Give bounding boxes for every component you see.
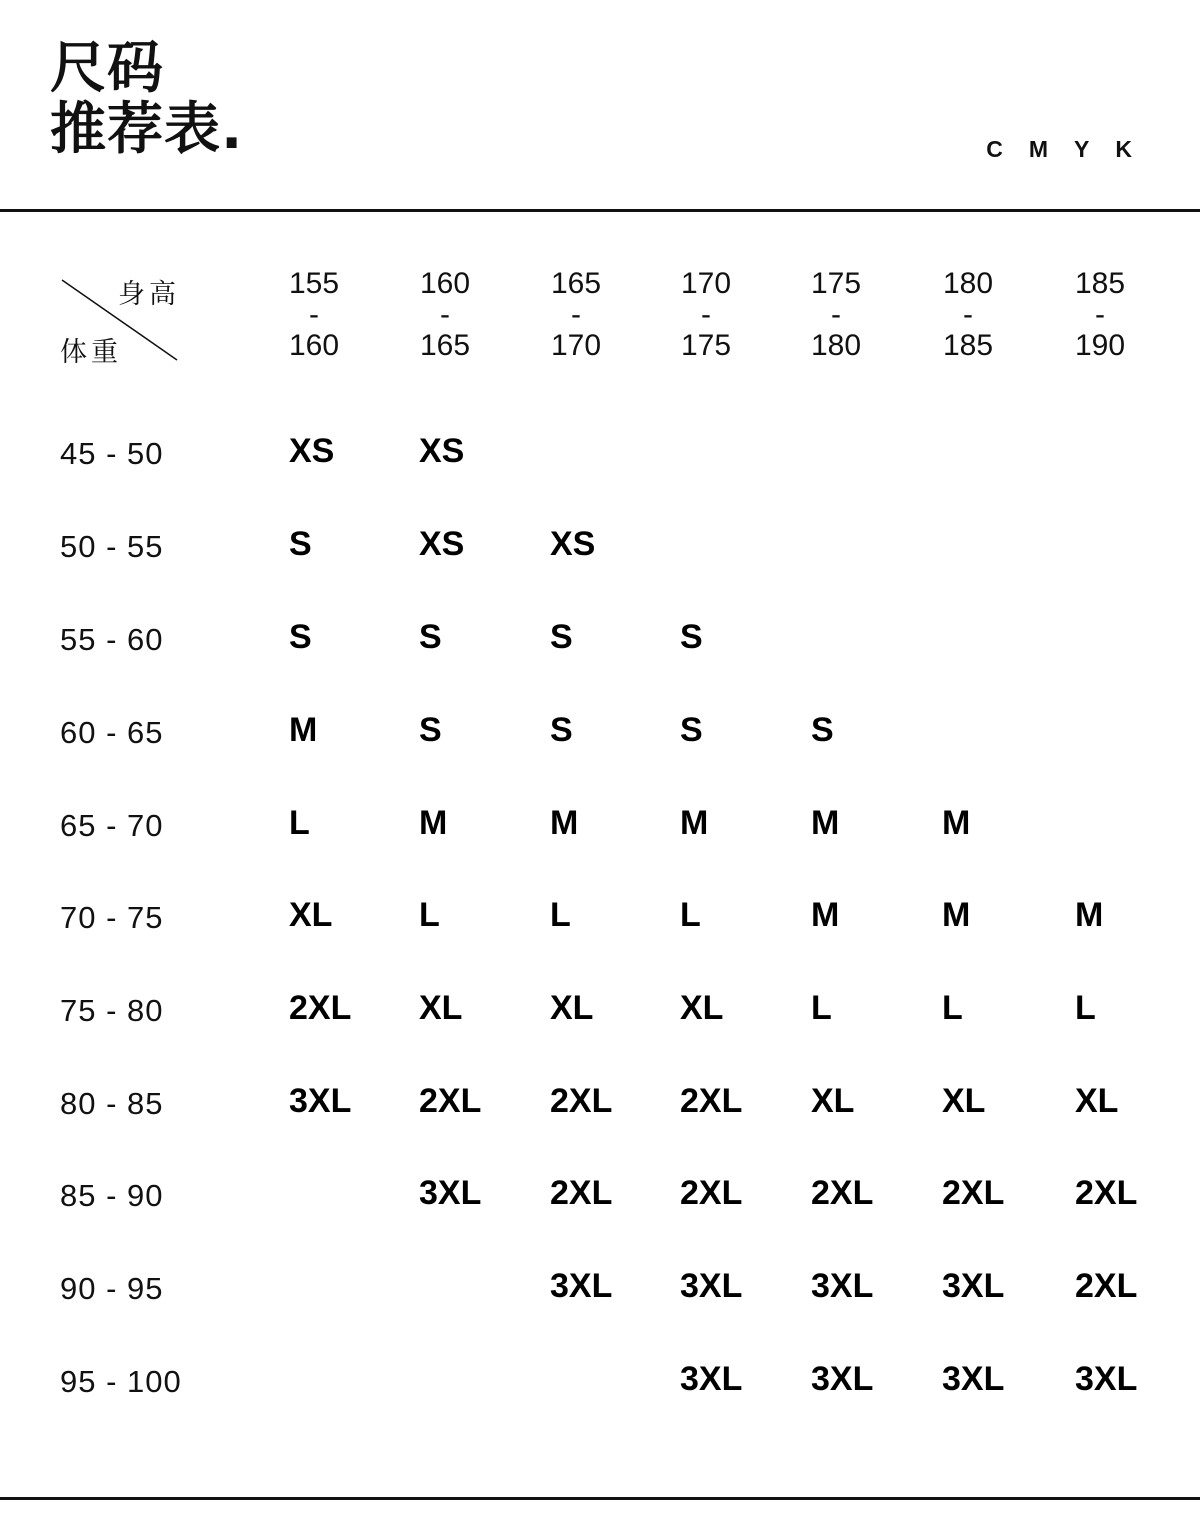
height-range-header bbox=[269, 268, 359, 361]
size-cell: XS bbox=[550, 525, 596, 563]
size-cell: S bbox=[680, 618, 703, 656]
size-cell: 2XL bbox=[942, 1174, 1005, 1212]
weight-range-label: 80 - 85 bbox=[60, 1086, 164, 1121]
size-cell: XL bbox=[289, 896, 333, 934]
size-cell: XS bbox=[419, 525, 465, 563]
size-cell: 2XL bbox=[811, 1174, 874, 1212]
height-range-sep: - bbox=[1095, 298, 1105, 331]
height-range-sep: - bbox=[963, 298, 973, 331]
size-cell: M bbox=[811, 804, 840, 842]
height-header-label: 身高 bbox=[118, 279, 180, 310]
weight-range-label: 75 - 80 bbox=[60, 993, 164, 1028]
size-cell: L bbox=[550, 896, 571, 934]
height-range-header bbox=[923, 268, 1013, 361]
weight-range-label: 60 - 65 bbox=[60, 715, 164, 750]
table-corner-header bbox=[60, 272, 180, 368]
size-cell: 2XL bbox=[419, 1082, 482, 1120]
size-cell: 2XL bbox=[680, 1174, 743, 1212]
title-line-2: 推荐表. bbox=[50, 97, 244, 162]
size-cell: L bbox=[811, 989, 832, 1027]
size-cell: 2XL bbox=[550, 1082, 613, 1120]
brand-name: CMYK bbox=[986, 136, 1158, 162]
height-range-header bbox=[400, 268, 490, 361]
size-cell: XL bbox=[942, 1082, 986, 1120]
height-range-from: 160 bbox=[419, 267, 471, 300]
size-cell: XL bbox=[680, 989, 724, 1027]
height-range-from: 165 bbox=[550, 267, 602, 300]
height-range-sep: - bbox=[440, 298, 450, 331]
size-cell: L bbox=[1075, 989, 1096, 1027]
height-range-sep: - bbox=[309, 298, 319, 331]
height-range-to: 180 bbox=[810, 329, 862, 362]
height-range-to: 165 bbox=[419, 329, 471, 362]
height-range-header bbox=[1055, 268, 1145, 361]
height-range-from: 170 bbox=[680, 267, 732, 300]
bottom-divider bbox=[0, 1497, 1200, 1500]
size-cell: 2XL bbox=[680, 1082, 743, 1120]
size-cell: 3XL bbox=[1075, 1360, 1138, 1398]
size-cell: M bbox=[419, 804, 448, 842]
size-cell: XS bbox=[419, 432, 465, 470]
weight-header-label: 体重 bbox=[60, 337, 122, 368]
size-cell: 3XL bbox=[811, 1360, 874, 1398]
height-range-from: 185 bbox=[1074, 267, 1126, 300]
size-cell: 3XL bbox=[550, 1267, 613, 1305]
size-cell: S bbox=[419, 618, 442, 656]
height-range-to: 170 bbox=[550, 329, 602, 362]
size-cell: M bbox=[942, 804, 971, 842]
size-cell: M bbox=[680, 804, 709, 842]
height-range-header bbox=[661, 268, 751, 361]
size-cell: XL bbox=[1075, 1082, 1119, 1120]
size-cell: 2XL bbox=[289, 989, 352, 1027]
top-divider bbox=[0, 209, 1200, 212]
size-cell: XL bbox=[811, 1082, 855, 1120]
height-range-sep: - bbox=[701, 298, 711, 331]
size-cell: L bbox=[419, 896, 440, 934]
height-range-to: 185 bbox=[942, 329, 994, 362]
weight-range-label: 70 - 75 bbox=[60, 900, 164, 935]
height-range-from: 180 bbox=[942, 267, 994, 300]
size-cell: L bbox=[289, 804, 310, 842]
size-cell: 2XL bbox=[550, 1174, 613, 1212]
size-cell: S bbox=[550, 711, 573, 749]
height-range-to: 175 bbox=[680, 329, 732, 362]
height-range-to: 190 bbox=[1074, 329, 1126, 362]
height-range-sep: - bbox=[831, 298, 841, 331]
size-cell: S bbox=[680, 711, 703, 749]
size-cell: M bbox=[550, 804, 579, 842]
weight-range-label: 45 - 50 bbox=[60, 436, 164, 471]
size-cell: 3XL bbox=[942, 1267, 1005, 1305]
page-title bbox=[50, 38, 243, 160]
size-cell: M bbox=[942, 896, 971, 934]
size-cell: 3XL bbox=[419, 1174, 482, 1212]
size-cell: L bbox=[680, 896, 701, 934]
size-cell: 2XL bbox=[1075, 1174, 1138, 1212]
size-cell: S bbox=[550, 618, 573, 656]
weight-range-label: 50 - 55 bbox=[60, 529, 164, 564]
size-cell: S bbox=[289, 618, 312, 656]
weight-range-label: 55 - 60 bbox=[60, 622, 164, 657]
weight-range-label: 95 - 100 bbox=[60, 1364, 182, 1399]
weight-range-label: 85 - 90 bbox=[60, 1178, 164, 1213]
size-cell: S bbox=[289, 525, 312, 563]
size-cell: M bbox=[1075, 896, 1104, 934]
size-cell: 3XL bbox=[680, 1267, 743, 1305]
height-range-from: 175 bbox=[810, 267, 862, 300]
height-range-to: 160 bbox=[288, 329, 340, 362]
size-cell: 2XL bbox=[1075, 1267, 1138, 1305]
size-cell: XL bbox=[550, 989, 594, 1027]
height-range-from: 155 bbox=[288, 267, 340, 300]
size-cell: 3XL bbox=[811, 1267, 874, 1305]
size-cell: S bbox=[419, 711, 442, 749]
size-cell: S bbox=[811, 711, 834, 749]
size-cell: M bbox=[811, 896, 840, 934]
size-cell: M bbox=[289, 711, 318, 749]
size-cell: XS bbox=[289, 432, 335, 470]
size-cell: L bbox=[942, 989, 963, 1027]
weight-range-label: 65 - 70 bbox=[60, 808, 164, 843]
size-cell: 3XL bbox=[680, 1360, 743, 1398]
weight-range-label: 90 - 95 bbox=[60, 1271, 164, 1306]
size-cell: 3XL bbox=[942, 1360, 1005, 1398]
size-cell: 3XL bbox=[289, 1082, 352, 1120]
title-line-1: 尺码 bbox=[50, 36, 164, 101]
height-range-header bbox=[531, 268, 621, 361]
height-range-header bbox=[791, 268, 881, 361]
height-range-sep: - bbox=[571, 298, 581, 331]
size-cell: XL bbox=[419, 989, 463, 1027]
